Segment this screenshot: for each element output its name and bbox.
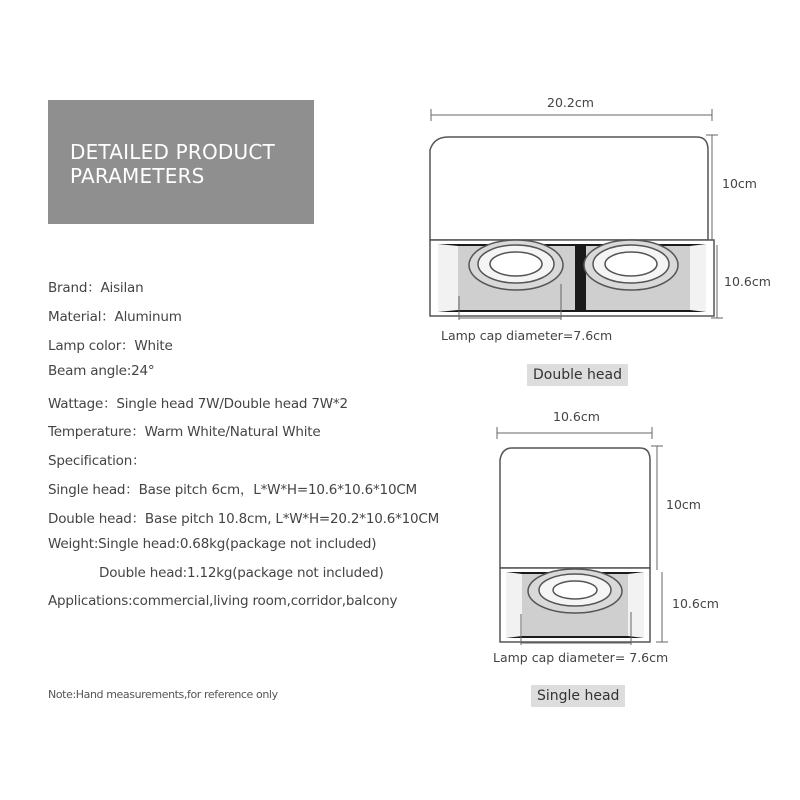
single-head-tag: Single head bbox=[531, 685, 625, 707]
spec-weight-double: Double head:1.12kg(package not included) bbox=[99, 565, 384, 581]
spec-applications: Applications:commercial,living room,corridor,balcony bbox=[48, 593, 398, 609]
double-depth-label: 10.6cm bbox=[724, 274, 771, 289]
spec-temperature: Temperature：Warm White/Natural White bbox=[48, 424, 321, 440]
double-height-label: 10cm bbox=[722, 176, 757, 191]
double-head-fixture bbox=[430, 109, 723, 320]
spec-single-head: Single head：Base pitch 6cm，L*W*H=10.6*10.6*10CM bbox=[48, 482, 418, 498]
spec-weight-single: Weight:Single head:0.68kg(package not included) bbox=[48, 536, 377, 552]
spec-material: Material：Aluminum bbox=[48, 309, 182, 325]
single-head-fixture bbox=[497, 427, 668, 645]
spec-double-head: Double head：Base pitch 10.8cm, L*W*H=20.2*10.6*10CM bbox=[48, 511, 440, 527]
single-cap-label: Lamp cap diameter= 7.6cm bbox=[493, 650, 669, 665]
single-height-label: 10cm bbox=[666, 497, 701, 512]
spec-wattage: Wattage：Single head 7W/Double head 7W*2 bbox=[48, 396, 348, 412]
single-width-label: 10.6cm bbox=[553, 409, 600, 424]
spec-beam-angle: Beam angle:24° bbox=[48, 363, 155, 379]
spec-specification: Specification： bbox=[48, 453, 146, 469]
page-title-line-1: DETAILED PRODUCT bbox=[70, 140, 275, 164]
spec-brand: Brand：Aisilan bbox=[48, 280, 144, 296]
note-text: Note:Hand measurements,for reference only bbox=[48, 688, 278, 701]
page-title-line-2: PARAMETERS bbox=[70, 164, 205, 188]
double-head-tag: Double head bbox=[527, 364, 628, 386]
single-depth-label: 10.6cm bbox=[672, 596, 719, 611]
spec-lamp-color: Lamp color：White bbox=[48, 338, 173, 354]
double-cap-label: Lamp cap diameter=7.6cm bbox=[441, 328, 613, 343]
double-width-label: 20.2cm bbox=[547, 95, 594, 110]
